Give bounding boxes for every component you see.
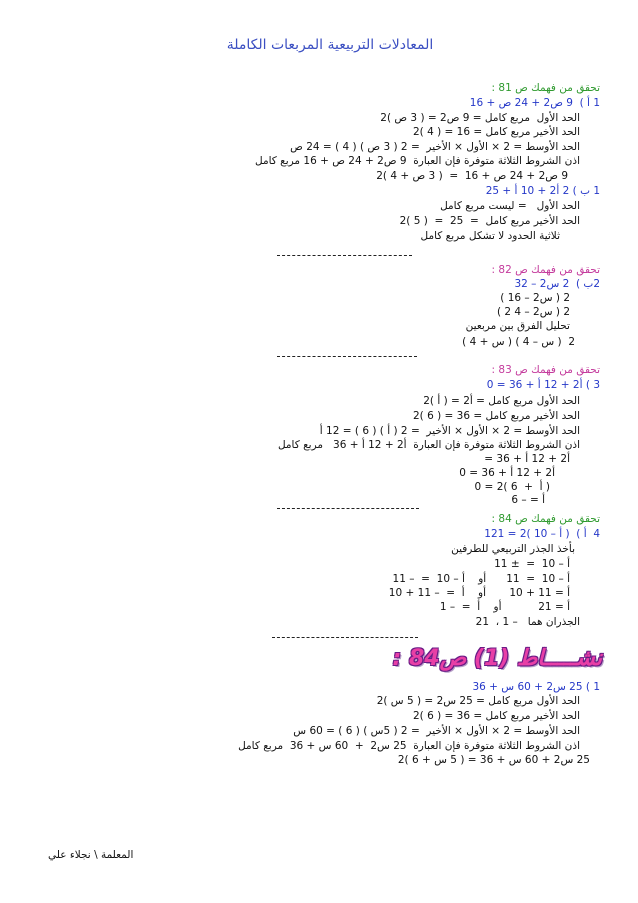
section-separator (277, 508, 419, 509)
solution-step: أ = 21 أو أ = – 1 (439, 601, 570, 613)
page-title: المعادلات التربيعية المربعات الكاملة (226, 37, 434, 53)
solution-step: اذن الشروط الثلاثة متوفرة فإن العبارة أ2 + 12 أ + 36 مربع كامل (277, 439, 580, 451)
problem-1b: 1 ب ) 2 أ2 + 10 أ + 25 (485, 185, 600, 197)
activity-problem-1: 1 ) 25 س2 + 60 س + 36 (472, 681, 600, 693)
solution-step: أ – 10 = ± 11 (494, 558, 570, 570)
problem-2b: 2ب ) 2 س2 – 32 (514, 278, 600, 290)
section-heading-84: تحقق من فهمك ص 84 : (491, 513, 600, 525)
activity-heading: نشـــــاط (1) ص84 : (392, 646, 602, 671)
solution-result: أ = – 6 (511, 494, 545, 506)
section-separator (277, 255, 412, 256)
solution-result: 2 ( س – 4 ) ( س + 4 ) (462, 336, 575, 348)
section-separator (272, 637, 418, 638)
teacher-signature: المعلمة \ نجلاء علي (48, 849, 134, 861)
section-heading-81: تحقق من فهمك ص 81 : (491, 82, 600, 94)
solution-result: ثلاثية الحدود لا تشكل مربع كامل (420, 230, 560, 242)
solution-step: أ – 10 = 11 أو أ – 10 = – 11 (392, 573, 570, 585)
solution-step: الحد الأوسط = 2 × الأول × الأخير = 2 ( 3 ص ) ( 4 ) = 24 ص (290, 141, 580, 153)
solution-step: الحد الأول = ليست مربع كامل (440, 200, 580, 212)
problem-3: 3 ) أ2 + 12 أ + 36 = 0 (486, 379, 600, 391)
solution-step: الحد الأوسط = 2 × الأول × الأخير = 2 ( 5س ) ( 6 ) = 60 س (293, 725, 580, 737)
solution-step: بأخذ الجذر التربيعي للطرفين (451, 543, 575, 555)
solution-result: الجذران هما – 1 ، 21 (475, 616, 580, 628)
section-heading-83: تحقق من فهمك ص 83 : (491, 364, 600, 376)
solution-step: الحد الأول مربع كامل = 9 ص2 = ( 3 ص )2 (380, 112, 580, 124)
solution-step: الحد الأخير مربع كامل = 16 = ( 4 )2 (412, 126, 580, 138)
solution-step: الحد الأول مربع كامل = أ2 = ( أ )2 (423, 395, 580, 407)
solution-step: ( أ + 6 )2 = 0 (474, 481, 550, 493)
solution-step: الحد الأوسط = 2 × الأول × الأخير = 2 ( أ ) ( 6 ) = 12 أ (319, 425, 580, 437)
solution-result: 25 س2 + 60 س + 36 = ( 5 س + 6 )2 (397, 754, 590, 766)
solution-step: الحد الأول مربع كامل = 25 س2 = ( 5 س )2 (376, 695, 580, 707)
solution-step: 2 ( س2 – 16 ) (500, 292, 570, 304)
section-heading-82: تحقق من فهمك ص 82 : (491, 264, 600, 276)
problem-1a: 1 أ ) 9 ص2 + 24 ص + 16 (469, 97, 600, 109)
solution-step: تحليل الفرق بين مربعين (465, 320, 570, 332)
solution-step: اذن الشروط الثلاثة متوفرة فإن العبارة 9 ص2 + 24 ص + 16 مربع كامل (255, 155, 580, 167)
solution-step: أ2 + 12 أ + 36 = (484, 453, 570, 465)
section-separator (277, 356, 417, 357)
solution-step: الحد الأخير مربع كامل = 36 = ( 6 )2 (412, 710, 580, 722)
solution-step: الحد الأخير مربع كامل = 36 = ( 6 )2 (412, 410, 580, 422)
solution-step: اذن الشروط الثلاثة متوفرة فإن العبارة 25 س2 + 60 س + 36 مربع كامل (238, 740, 580, 752)
problem-4a: 4 أ ) ( أ – 10 )2 = 121 (484, 528, 600, 540)
solution-step: الحد الأخير مربع كامل = 25 = ( 5 )2 (399, 215, 580, 227)
solution-step: 2 ( س2 – 4 2 ) (496, 306, 570, 318)
solution-step: أ2 + 12 أ + 36 = 0 (459, 467, 555, 479)
solution-step: أ = 11 + 10 أو أ = – 11 + 10 (388, 587, 570, 599)
solution-result: 9 ص2 + 24 ص + 16 = ( 3 ص + 4 )2 (376, 170, 568, 182)
